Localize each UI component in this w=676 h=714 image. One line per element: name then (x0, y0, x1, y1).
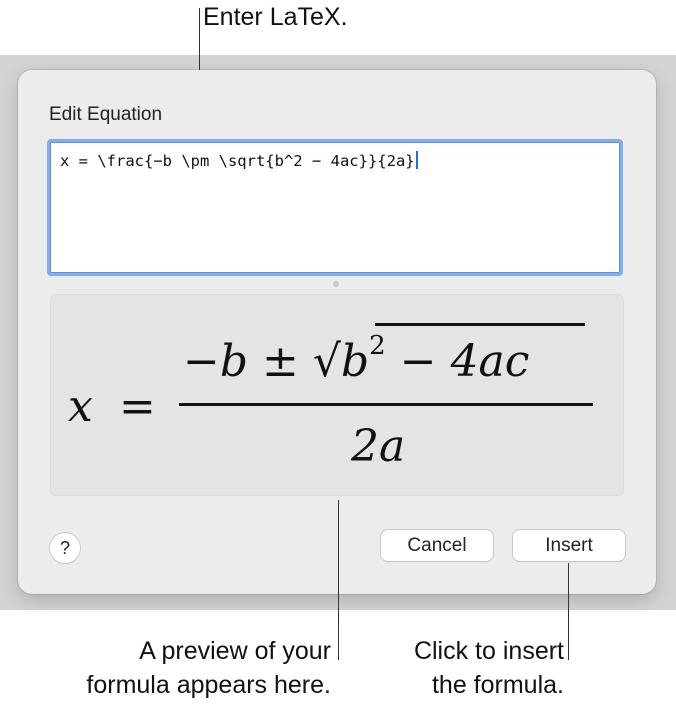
term-4ac: 4ac (450, 336, 530, 387)
callout-insert-line2: the formula. (431, 671, 564, 699)
equation-denominator: 2a (351, 421, 406, 472)
help-button[interactable]: ? (50, 533, 80, 563)
latex-input[interactable] (47, 139, 623, 276)
callout-enter-latex: Enter LaTeX. (203, 3, 348, 31)
radical-sign: √ (312, 336, 341, 387)
insert-button[interactable]: Insert (513, 530, 625, 561)
equation-lhs: x (68, 381, 93, 432)
radical-overline (375, 323, 585, 326)
fraction-bar (179, 403, 593, 406)
numerator-b: b (219, 336, 249, 387)
callout-insert (380, 634, 564, 702)
numerator-minus: − (183, 336, 220, 387)
cancel-button[interactable]: Cancel (381, 530, 493, 561)
callout-preview-line2: formula appears here. (86, 671, 331, 699)
leader-line-preview (338, 500, 339, 660)
callout-insert-line1: Click to insert (413, 637, 564, 665)
equation-numerator (183, 331, 530, 387)
leader-line-insert (568, 563, 569, 660)
dialog-title: Edit Equation (49, 104, 163, 125)
callout-preview (48, 634, 331, 702)
plus-minus-sign: ± (262, 336, 299, 387)
text-caret (416, 151, 418, 169)
equation-preview (50, 294, 624, 496)
latex-input-text: x = \frac{−b \pm \sqrt{b^2 − 4ac}}{2a} (60, 152, 415, 170)
resize-handle[interactable] (333, 281, 339, 287)
equation-equals: = (119, 381, 156, 432)
edit-equation-dialog (18, 70, 656, 594)
minus-sign: − (399, 336, 437, 387)
exponent: 2 (369, 331, 386, 362)
radicand-b: b (340, 336, 370, 387)
callout-preview-line1: A preview of your (139, 637, 331, 665)
